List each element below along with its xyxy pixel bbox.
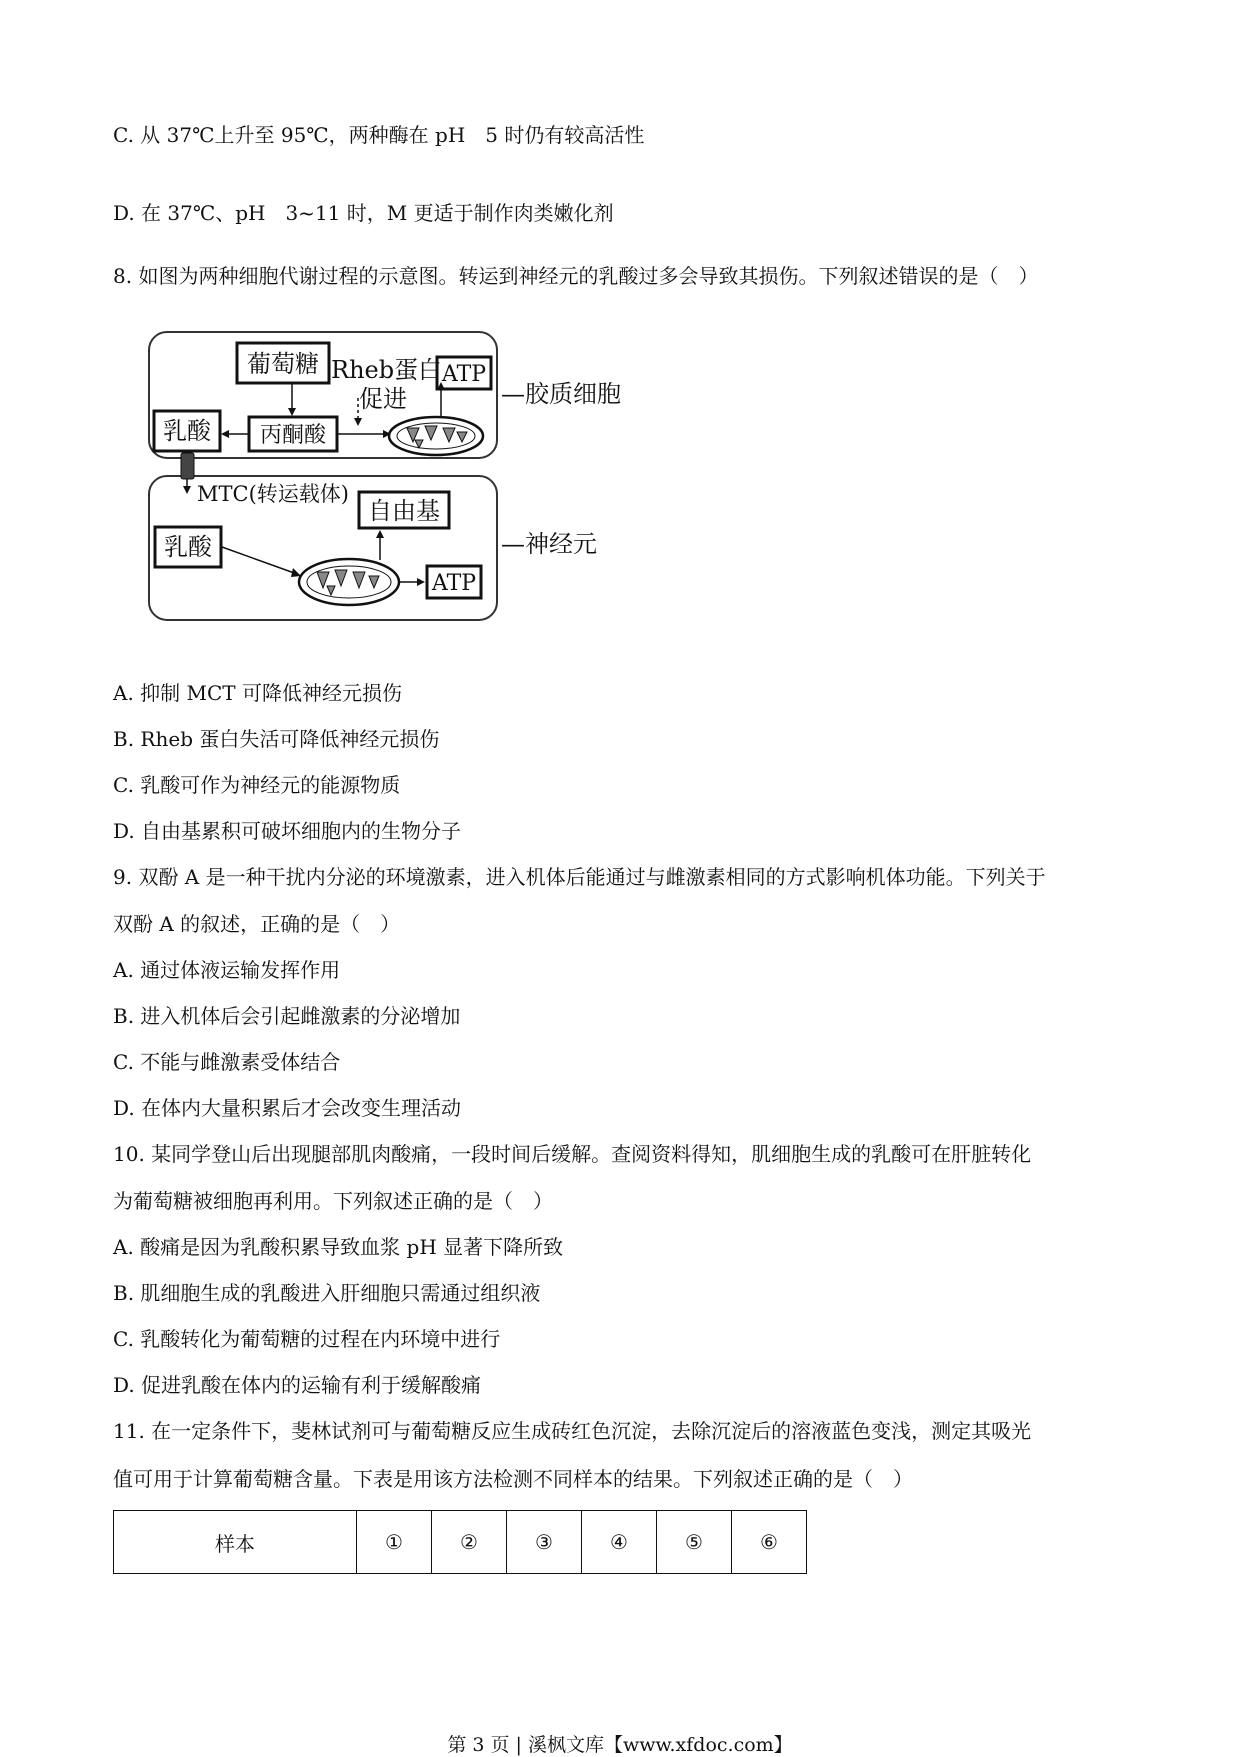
question-11-line2: 值可用于计算葡萄糖含量。下表是用该方法检测不同样本的结果。下列叙述正确的是（ ） <box>113 1467 913 1491</box>
atp-top-label: ATP <box>441 362 487 387</box>
option-q10a: A. 酸痛是因为乳酸积累导致血浆 pH 显著下降所致 <box>113 1235 564 1259</box>
option-q8d: D. 自由基累积可破坏细胞内的生物分子 <box>113 819 462 843</box>
table-cell: ③ <box>507 1511 582 1574</box>
glia-label: —胶质细胞 <box>501 380 621 408</box>
option-q10b: B. 肌细胞生成的乳酸进入肝细胞只需通过组织液 <box>113 1281 541 1305</box>
question-11-line1: 11. 在一定条件下，斐林试剂可与葡萄糖反应生成砖红色沉淀，去除沉淀后的溶液蓝色变浅，测定其吸光 <box>113 1419 1032 1443</box>
cell-metabolism-diagram <box>145 328 665 626</box>
sample-table <box>113 1510 807 1574</box>
question-9-line1: 9. 双酚 A 是一种干扰内分泌的环境激素，进入机体后能通过与雌激素相同的方式影响机体功能。下列关于 <box>113 865 1046 889</box>
table-cell: ⑥ <box>732 1511 807 1574</box>
option-q9b: B. 进入机体后会引起雌激素的分泌增加 <box>113 1004 461 1028</box>
option-q8a: A. 抑制 MCT 可降低神经元损伤 <box>113 681 402 705</box>
glucose-label: 葡萄糖 <box>247 350 319 378</box>
table-cell: ① <box>357 1511 432 1574</box>
option-q8b: B. Rheb 蛋白失活可降低神经元损伤 <box>113 727 440 751</box>
table-cell: ④ <box>582 1511 657 1574</box>
rheb-label: Rheb蛋白 <box>331 356 443 384</box>
option-q8c: C. 乳酸可作为神经元的能源物质 <box>113 773 401 797</box>
question-10-line2: 为葡萄糖被细胞再利用。下列叙述正确的是（ ） <box>113 1189 553 1213</box>
lactate-bottom-label: 乳酸 <box>164 533 212 561</box>
option-q9a: A. 通过体液运输发挥作用 <box>113 958 341 982</box>
free-radical-label: 自由基 <box>368 497 440 525</box>
table-cell: ⑤ <box>657 1511 732 1574</box>
option-q9d: D. 在体内大量积累后才会改变生理活动 <box>113 1096 462 1120</box>
table-cell: ② <box>432 1511 507 1574</box>
atp-bottom-label: ATP <box>431 571 477 596</box>
table-row <box>114 1511 807 1574</box>
table-header-sample: 样本 <box>114 1511 357 1574</box>
lactate-top-label: 乳酸 <box>163 417 211 445</box>
neuron-label: —神经元 <box>501 530 597 558</box>
option-q7d: D. 在 37℃、pH 3~11 时，M 更适于制作肉类嫩化剂 <box>113 201 614 225</box>
page-footer: 第 3 页 | 溪枫文库【www.xfdoc.com】 <box>447 1734 793 1756</box>
question-9-line2: 双酚 A 的叙述，正确的是（ ） <box>113 912 401 936</box>
option-q7c: C. 从 37℃上升至 95℃，两种酶在 pH 5 时仍有较高活性 <box>113 123 645 147</box>
mtc-transporter <box>181 453 194 479</box>
mtc-label: MTC(转运载体) <box>197 482 349 506</box>
option-q10d: D. 促进乳酸在体内的运输有利于缓解酸痛 <box>113 1373 482 1397</box>
question-8: 8. 如图为两种细胞代谢过程的示意图。转运到神经元的乳酸过多会导致其损伤。下列叙述错误的是（ ） <box>113 264 1039 288</box>
option-q10c: C. 乳酸转化为葡萄糖的过程在内环境中进行 <box>113 1327 501 1351</box>
option-q9c: C. 不能与雌激素受体结合 <box>113 1050 341 1074</box>
promote-label: 促进 <box>359 385 407 413</box>
question-10-line1: 10. 某同学登山后出现腿部肌肉酸痛，一段时间后缓解。查阅资料得知，肌细胞生成的乳酸可在肝脏转化 <box>113 1142 1032 1166</box>
pyruvate-label: 丙酮酸 <box>259 423 327 448</box>
